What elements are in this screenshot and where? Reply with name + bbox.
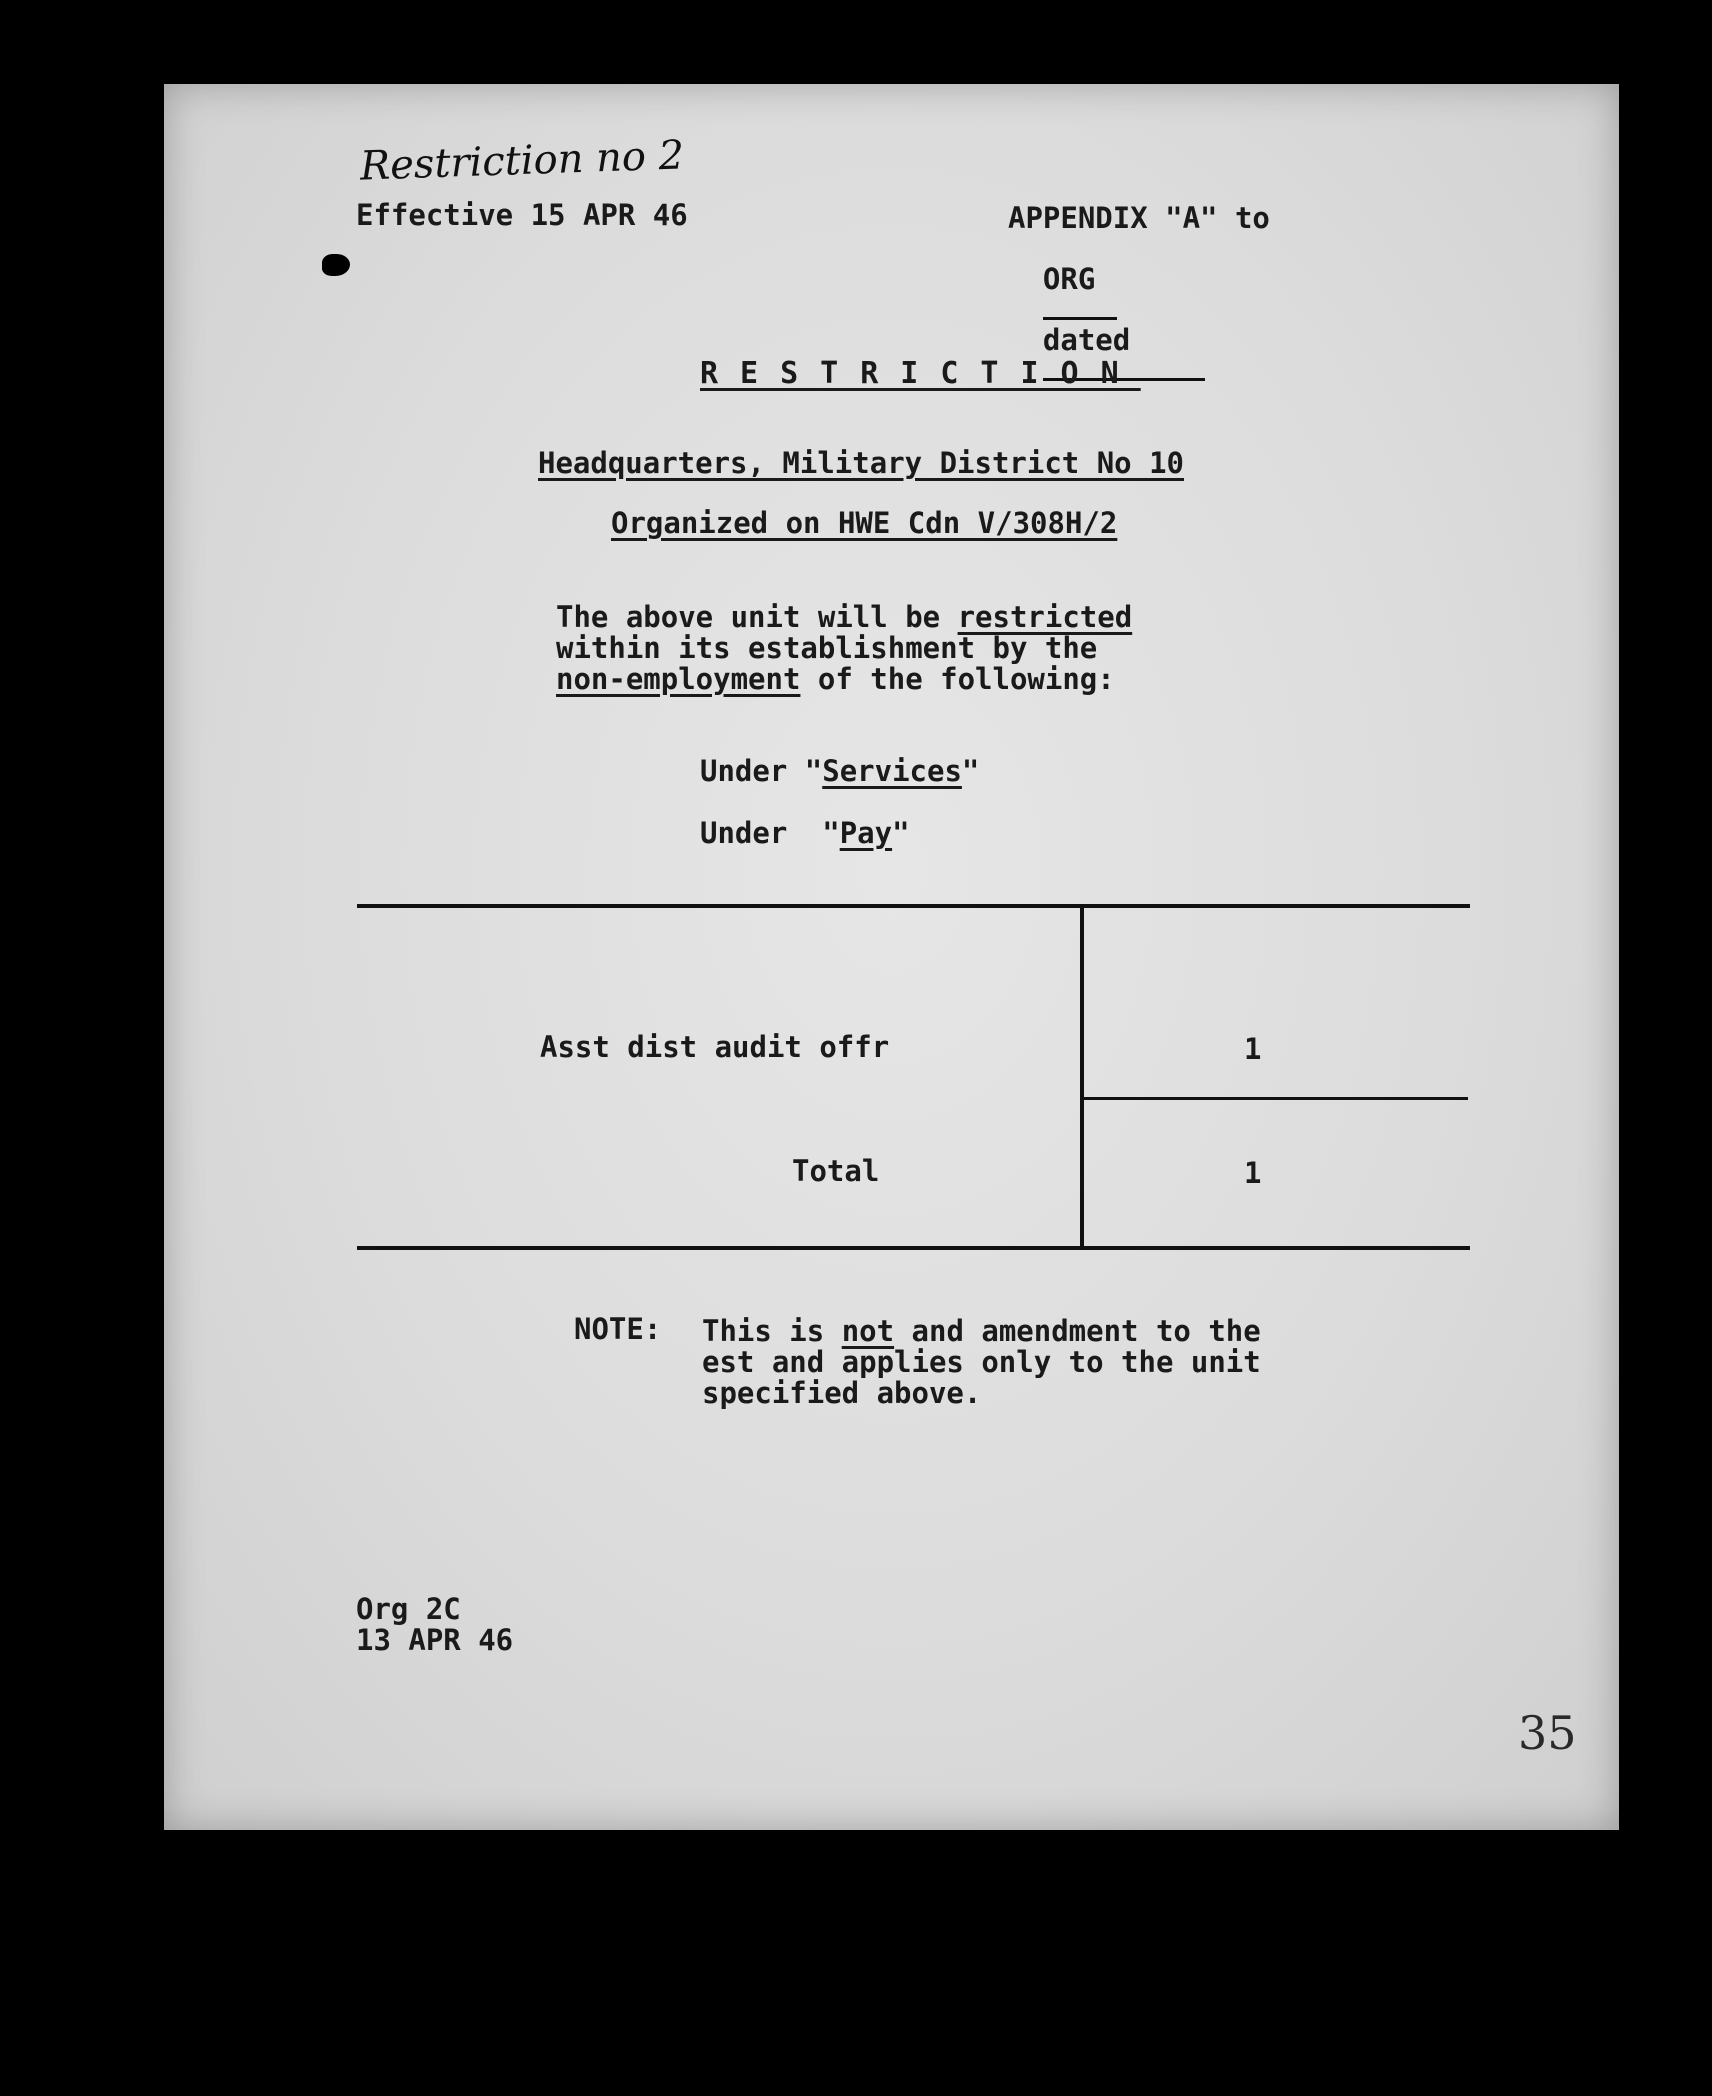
note-line-2: est and applies only to the unit [702,1345,1261,1379]
note-label: NOTE: [574,1312,662,1346]
handwritten-restriction-note: Restriction no 2 [359,132,685,190]
intro-line-2: within its establishment by the [556,631,1098,665]
handwritten-page-number: 35 [1518,1706,1577,1760]
under-quote-open: " [804,754,823,788]
dated-label: dated [1042,323,1131,358]
table-top-rule [357,904,1470,908]
org-blank [1043,317,1117,320]
note-not-word: not [841,1314,895,1348]
under-pay [700,818,910,848]
under-quote-close: " [961,754,980,788]
under-prefix: Under [700,754,805,788]
table-total-count: 1 [1244,1156,1262,1190]
under-services-label: Services [822,754,962,788]
under-pay-label: Pay [839,816,893,850]
under-quote-open: " [822,816,840,850]
org-label: ORG [1042,262,1096,297]
note-text-1a: This is [702,1314,842,1348]
restricted-word: restricted [957,600,1133,634]
table-column-divider [1080,906,1084,1249]
under-prefix: Under [700,816,823,850]
table-total-label: Total [792,1154,880,1188]
non-employment-word: non-employment [556,662,801,696]
intro-line-3 [556,664,1115,694]
intro-text-3: of the following: [800,662,1115,696]
page-title: RESTRICTION [700,356,1141,391]
table-bottom-rule [357,1246,1470,1250]
table-row-count: 1 [1244,1032,1262,1066]
under-services [700,756,979,786]
footer-date: 13 APR 46 [356,1623,514,1657]
organized-on: Organized on HWE Cdn V/308H/2 [611,506,1118,540]
note-line-3: specified above. [702,1376,982,1410]
intro-text-1: The above unit will be [556,600,958,634]
note-line-1 [702,1316,1261,1346]
table-row-item: Asst dist audit offr [540,1030,890,1064]
under-quote-close: " [892,816,910,850]
footer-org: Org 2C [356,1592,461,1626]
intro-line-1 [556,602,1132,632]
effective-date: Effective 15 APR 46 [356,198,688,232]
table-total-rule [1082,1097,1468,1100]
note-text-1b: and amendment to the [894,1314,1261,1348]
appendix-label: APPENDIX "A" to [1008,201,1270,235]
document-page [164,84,1619,1830]
unit-name: Headquarters, Military District No 10 [538,446,1185,480]
